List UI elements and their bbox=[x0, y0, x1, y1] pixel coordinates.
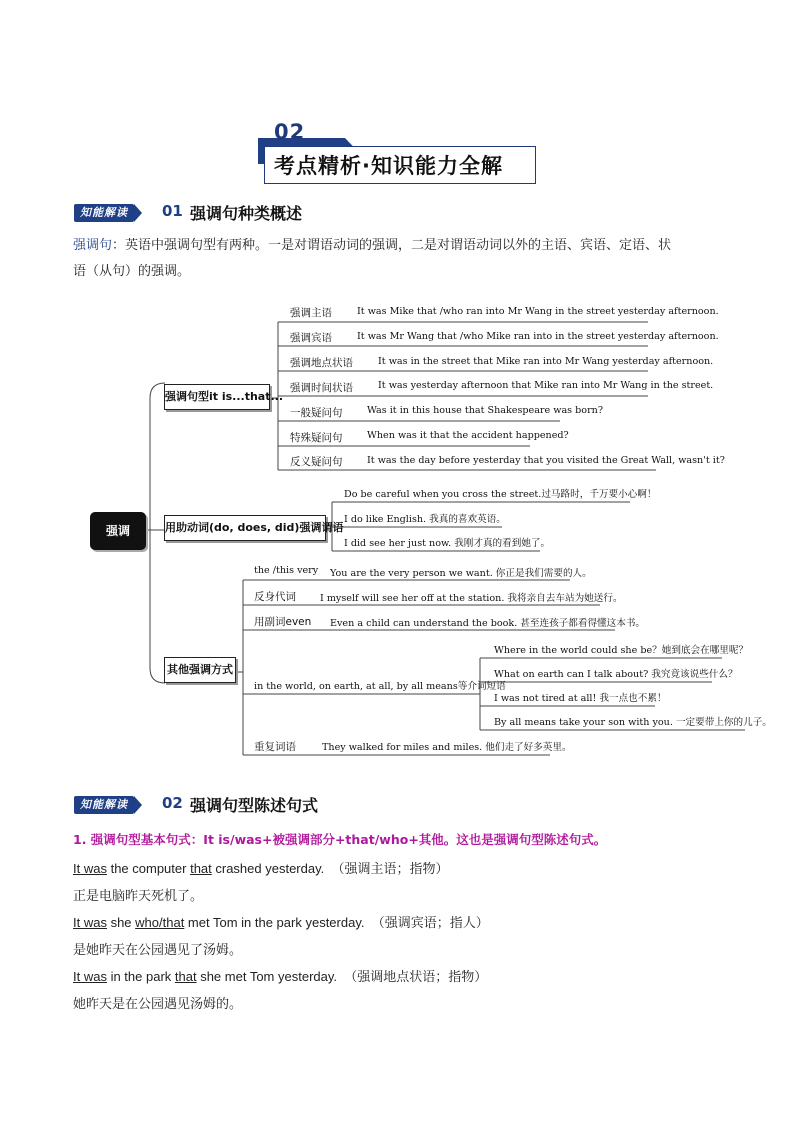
b1-type: 强调主语 bbox=[290, 307, 332, 319]
example-note: （强调地点状语；指物） bbox=[344, 970, 488, 985]
b3-example: Even a child can understand the book. 甚至连孩子都看得懂这本书。 bbox=[330, 618, 646, 629]
sentence-rest: met Tom in the park yesterday. bbox=[184, 915, 365, 930]
example-translation: 是她昨天在公园遇见了汤姆。 bbox=[73, 943, 243, 958]
section2-title: 强调句型陈述句式 bbox=[190, 796, 319, 815]
section2-tag: 知能解读 bbox=[74, 796, 134, 814]
b1-type: 一般疑问句 bbox=[290, 407, 343, 419]
section1-number: 01 bbox=[162, 202, 183, 220]
prep-example: What on earth can I talk about? 我究竟该说些什么？ bbox=[494, 669, 738, 680]
example-note: （强调主语；指物） bbox=[331, 862, 449, 877]
intro-line2: 语（从句）的强调。 bbox=[73, 264, 191, 279]
b1-example: Was it in this house that Shakespeare was born? bbox=[367, 405, 603, 416]
example-sentence bbox=[73, 912, 489, 931]
b1-type: 反义疑问句 bbox=[290, 456, 343, 468]
prep-example: I was not tired at all! 我一点也不累！ bbox=[494, 693, 667, 704]
section1-tag: 知能解读 bbox=[74, 204, 134, 222]
emphasized-part: she bbox=[106, 915, 136, 930]
b1-example: It was the day before yesterday that you visited the Great Wall, wasn't it? bbox=[367, 455, 725, 466]
b3-type: in the world, on earth, at all, by all means等介词短语 bbox=[254, 681, 506, 692]
sentence-rest: she met Tom yesterday. bbox=[196, 969, 338, 984]
underlined-that: that bbox=[190, 861, 212, 876]
b1-example: It was yesterday afternoon that Mike ran into Mr Wang in the street. bbox=[378, 380, 714, 391]
branch-other-ways: 其他强调方式 bbox=[164, 657, 236, 683]
b1-example: It was Mr Wang that /who Mike ran into in the street yesterday afternoon. bbox=[357, 331, 719, 342]
sentence-rest: crashed yesterday. bbox=[211, 861, 325, 876]
b3-type: the /this very bbox=[254, 565, 319, 576]
branch-it-is-that: 强调句型it is...that... bbox=[164, 384, 270, 410]
b3-type: 用副词even bbox=[254, 616, 312, 628]
b1-type: 强调时间状语 bbox=[290, 382, 353, 394]
example-sentence bbox=[73, 966, 487, 985]
b1-type: 强调地点状语 bbox=[290, 357, 353, 369]
underlined-that: that bbox=[174, 969, 197, 984]
b3-example: I myself will see her off at the station. 我将亲自去车站为她送行。 bbox=[320, 593, 623, 604]
header-number: 02 bbox=[274, 120, 306, 144]
b3-type: 重复词语 bbox=[254, 741, 296, 753]
example-translation: 正是电脑昨天死机了。 bbox=[73, 889, 204, 904]
example-translation: 她昨天是在公园遇见汤姆的。 bbox=[73, 997, 243, 1012]
b3-example: They walked for miles and miles. 他们走了好多英里。 bbox=[322, 742, 572, 753]
underlined-that: who/that bbox=[135, 915, 185, 930]
b2-example: Do be careful when you cross the street.过马路时，千万要小心啊！ bbox=[344, 489, 657, 500]
underlined-it-was: It was bbox=[73, 915, 107, 930]
b1-example: It was Mike that /who ran into Mr Wang in the street yesterday afternoon. bbox=[357, 306, 719, 317]
prep-example: By all means take your son with you. 一定要带上你的儿子。 bbox=[494, 717, 772, 728]
b2-example: I did see her just now. 我刚才真的看到她了。 bbox=[344, 538, 551, 549]
header-title: 考点精析·知识能力全解 bbox=[274, 154, 503, 178]
b3-example: You are the very person we want. 你正是我们需要的人。 bbox=[330, 568, 592, 579]
example-sentence bbox=[73, 858, 449, 877]
emphasized-part: in the park bbox=[106, 969, 175, 984]
underlined-it-was: It was bbox=[73, 861, 107, 876]
emphasized-part: the computer bbox=[106, 861, 191, 876]
prep-example: Where in the world could she be？她到底会在哪里呢？ bbox=[494, 645, 749, 656]
mindmap-root: 强调 bbox=[90, 512, 146, 550]
section1-title: 强调句种类概述 bbox=[190, 204, 303, 223]
intro-line1: ：英语中强调句型有两种。一是对谓语动词的强调，二是对谓语动词以外的主语、宾语、定语、状 bbox=[112, 238, 672, 253]
section2-number: 02 bbox=[162, 794, 183, 812]
intro-keyword: 强调句 bbox=[73, 238, 113, 253]
b1-example: It was in the street that Mike ran into Mr Wang yesterday afternoon. bbox=[378, 356, 714, 367]
underlined-it-was: It was bbox=[73, 969, 107, 984]
b1-type: 特殊疑问句 bbox=[290, 432, 343, 444]
b3-type: 反身代词 bbox=[254, 591, 296, 603]
branch-auxiliary-verb: 用助动词(do, does, did)强调谓语 bbox=[164, 515, 326, 541]
example-note: （强调宾语；指人） bbox=[371, 916, 489, 931]
section2-rule: 1. 强调句型基本句式：It is/was+被强调部分+that/who+其他。这也是强调句型陈述句式。 bbox=[73, 832, 607, 847]
b1-type: 强调宾语 bbox=[290, 332, 332, 344]
b1-example: When was it that the accident happened? bbox=[367, 430, 569, 441]
b2-example: I do like English. 我真的喜欢英语。 bbox=[344, 514, 506, 525]
